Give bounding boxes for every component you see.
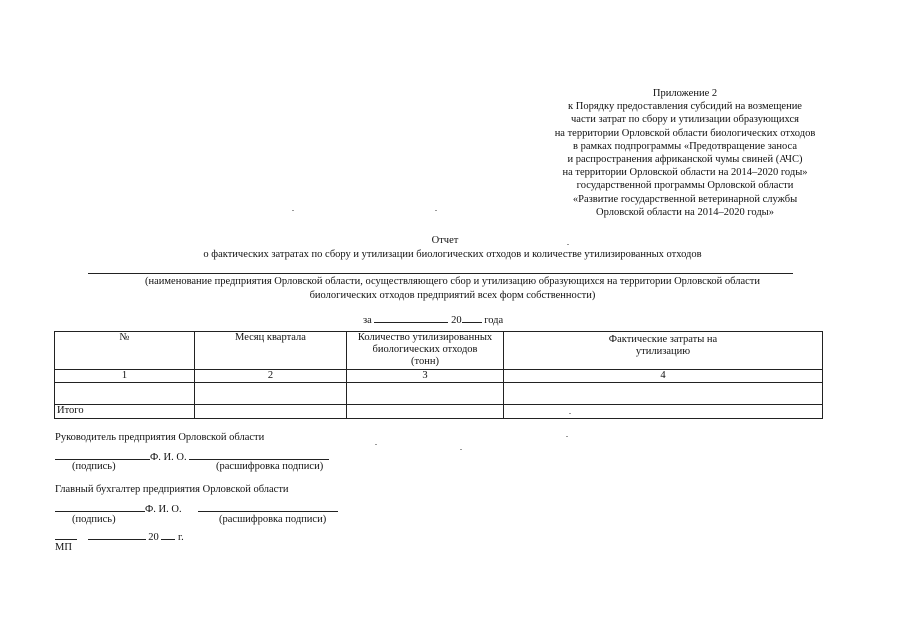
appendix-line: Приложение 2 bbox=[652, 88, 718, 99]
appendix-line: на территории Орловской области на 2014–2020 годы» bbox=[562, 167, 808, 179]
table-cell bbox=[195, 383, 347, 405]
scan-speck bbox=[567, 244, 569, 245]
report-subtitle: о фактических затратах по сбору и утилизации биологических отходов и количестве утилизированных отходов bbox=[203, 249, 702, 260]
report-title: Отчет bbox=[431, 235, 459, 246]
head-decode-caption: (расшифровка подписи) bbox=[216, 461, 324, 472]
report-table bbox=[54, 331, 823, 419]
total-label: Итого bbox=[55, 405, 195, 419]
scan-speck bbox=[460, 449, 462, 450]
table-cell bbox=[504, 405, 823, 419]
table-cell bbox=[347, 383, 504, 405]
table-header-row bbox=[55, 332, 823, 370]
accountant-signature-line bbox=[55, 500, 338, 515]
accountant-fio: Ф. И. О. bbox=[145, 504, 182, 515]
appendix-line: государственной программы Орловской области bbox=[576, 180, 794, 192]
table-cell bbox=[195, 405, 347, 419]
accountant-fio-blank bbox=[198, 500, 338, 512]
table-cell bbox=[504, 383, 823, 405]
period-blank bbox=[374, 311, 448, 323]
appendix-line: Орловской области на 2014–2020 годы» bbox=[596, 206, 774, 218]
accountant-sign-caption: (подпись) bbox=[72, 514, 116, 525]
table-row bbox=[55, 383, 823, 405]
scan-speck bbox=[566, 436, 568, 437]
table-cell bbox=[55, 383, 195, 405]
date-year: 20 bbox=[148, 532, 159, 543]
date-suffix: г. bbox=[178, 532, 184, 543]
column-number: 1 bbox=[55, 370, 195, 383]
head-sign-caption: (подпись) bbox=[72, 461, 116, 472]
period-suffix: года bbox=[484, 315, 504, 326]
appendix-line: к Порядку предоставления субсидий на возмещение bbox=[568, 101, 802, 113]
stamp-place: МП bbox=[55, 542, 72, 553]
table-cell bbox=[347, 405, 504, 419]
head-fio-blank bbox=[189, 448, 329, 460]
head-title: Руководитель предприятия Орловской области bbox=[55, 432, 265, 443]
report-period bbox=[363, 311, 503, 326]
date-day-blank bbox=[55, 528, 77, 540]
head-fio: Ф. И. О. bbox=[150, 452, 187, 463]
appendix-line: на территории Орловской области биологических отходов bbox=[554, 127, 816, 139]
scan-speck bbox=[435, 210, 437, 211]
org-name-line bbox=[88, 273, 793, 274]
period-prefix: за bbox=[363, 315, 372, 326]
scan-speck bbox=[569, 413, 571, 414]
org-caption-line-2: биологических отходов предприятий всех форм собственности) bbox=[309, 290, 596, 301]
appendix-line: части затрат по сбору и утилизации образующихся bbox=[571, 114, 799, 126]
column-number: 4 bbox=[504, 370, 823, 383]
appendix-line: и распространения африканской чумы свиней (АЧС) bbox=[567, 154, 803, 166]
date-line bbox=[55, 528, 184, 543]
scan-speck bbox=[292, 210, 294, 211]
date-year-blank bbox=[161, 528, 175, 540]
table-total-row bbox=[55, 405, 823, 419]
appendix-line: «Развитие государственной ветеринарной службы bbox=[572, 193, 798, 205]
table-column-numbers-row bbox=[55, 370, 823, 383]
accountant-title: Главный бухгалтер предприятия Орловской области bbox=[55, 484, 289, 495]
appendix-line: в рамках подпрограммы «Предотвращение заноса bbox=[572, 140, 797, 152]
head-signature-blank bbox=[55, 448, 150, 460]
header-quantity: Количество утилизированных биологических отходов (тонн) bbox=[347, 332, 504, 370]
column-number: 2 bbox=[195, 370, 347, 383]
date-month-blank bbox=[88, 528, 146, 540]
header-expenses: Фактические затраты на утилизацию bbox=[504, 332, 823, 370]
period-year: 20 bbox=[451, 315, 462, 326]
appendix-header bbox=[530, 87, 840, 219]
accountant-decode-caption: (расшифровка подписи) bbox=[219, 514, 327, 525]
period-year-blank bbox=[462, 311, 482, 323]
accountant-signature-blank bbox=[55, 500, 145, 512]
header-number: № bbox=[55, 332, 195, 370]
org-caption-line-1: (наименование предприятия Орловской области, осуществляющего сбор и утилизацию образующихся на территории Орловской области bbox=[145, 276, 760, 287]
column-number: 3 bbox=[347, 370, 504, 383]
scan-speck bbox=[375, 444, 377, 445]
header-month: Месяц квартала bbox=[195, 332, 347, 370]
